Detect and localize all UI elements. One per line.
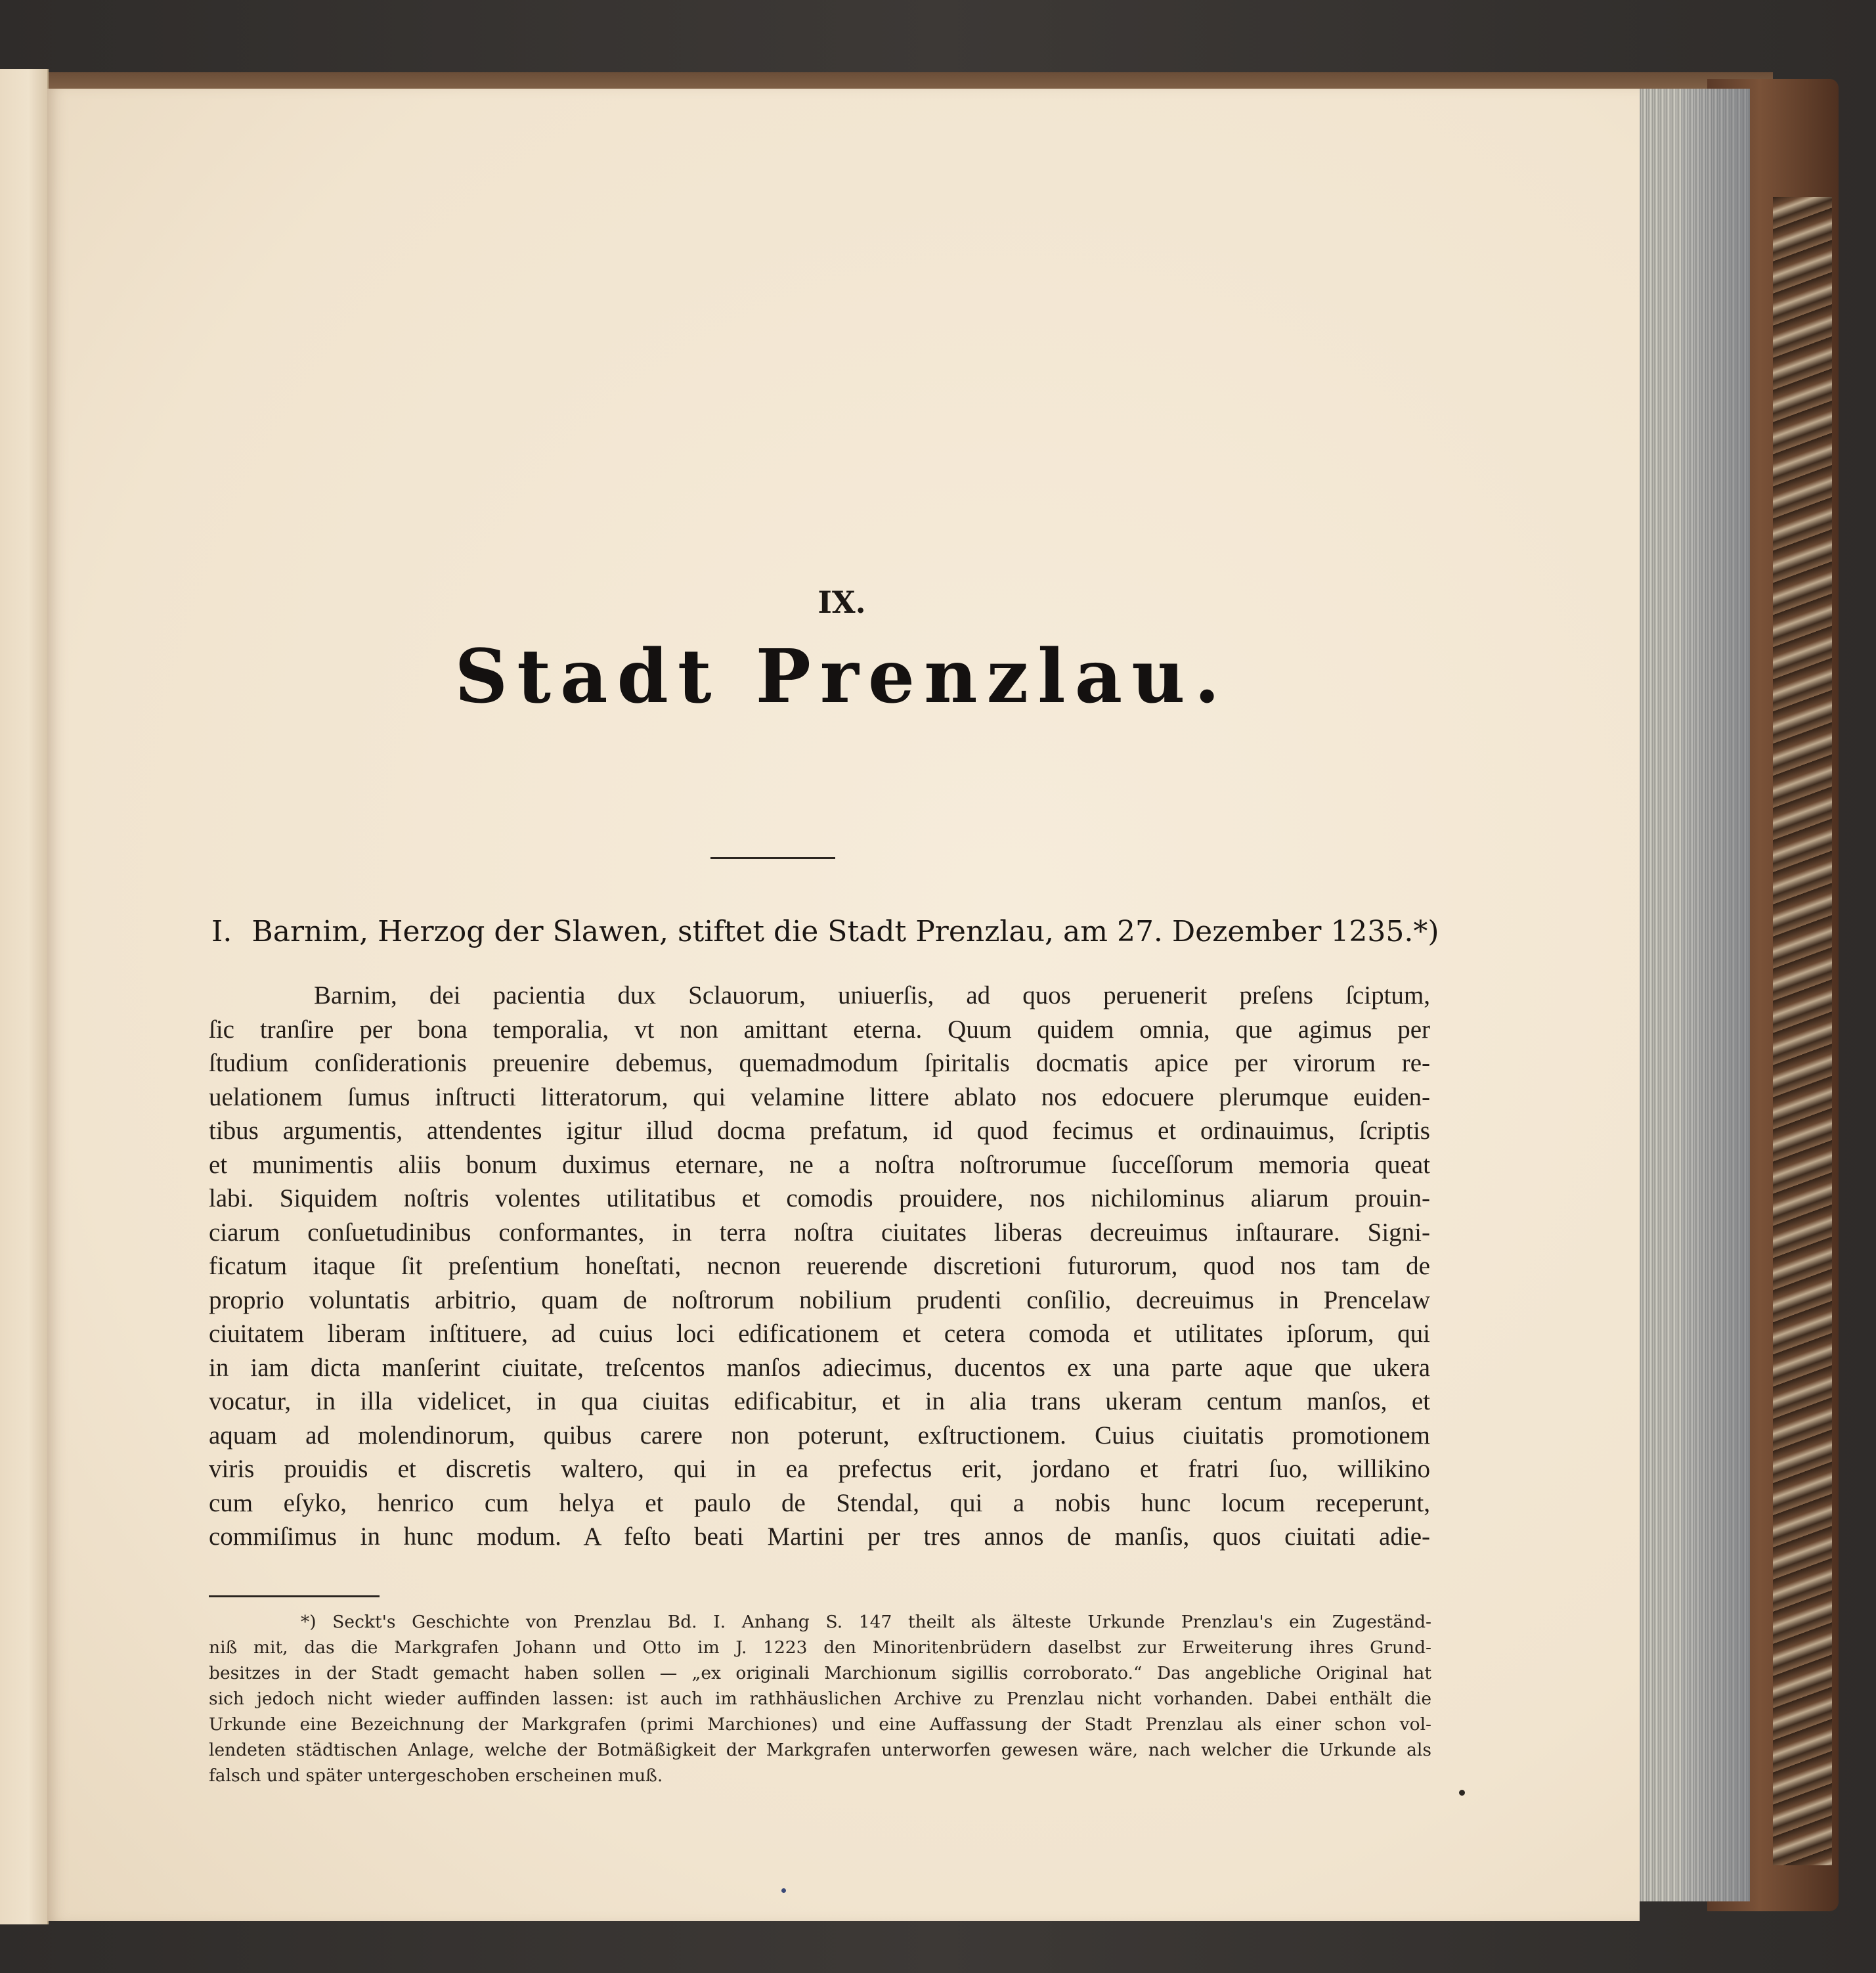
book-page — [47, 89, 1640, 1921]
page-stack-shadow — [1681, 89, 1750, 1901]
footnote-line: lendeten städtischen Anlage, welche der Botmäßigkeit der Markgrafen unterworfen gewesen wäre, nach welcher die Urkunde als — [209, 1740, 1431, 1760]
text-line: tibus argumentis, attendentes igitur illud docma prefatum, id quod fecimus et ordinauimus, ſcriptis — [209, 1117, 1430, 1145]
text-line: vocatur, in illa videlicet, in qua ciuitas edificabitur, et in alia trans ukeram centum manſos, et — [209, 1387, 1430, 1415]
document-heading — [211, 915, 1459, 948]
ink-speck — [781, 1888, 786, 1893]
text-line: ciarum conſuetudinibus conformantes, in terra noſtra ciuitates liberas decreuimus inſtaurare. Signi- — [209, 1218, 1430, 1247]
footnote-line: sich jedoch nicht wieder auffinden lassen: ist auch im rathhäuslichen Archive zu Prenzlau nicht vorhanden. Dabei enthält die — [209, 1689, 1431, 1709]
footnote — [209, 1609, 1431, 1788]
text-line: ſtudium conſiderationis preuenire debemus, quemadmodum ſpiritalis docmatis apice per virorum re- — [209, 1049, 1430, 1077]
text-line: ſic tranſire per bona temporalia, vt non amittant eterna. Quum quidem omnia, que agimus per — [209, 1015, 1430, 1044]
text-line: ciuitatem liberam inſtituere, ad cuius loci edificationem et cetera comoda et utilitates ipſorum, qui — [209, 1319, 1430, 1348]
footnote-line: niß mit, das die Markgrafen Johann und Otto im J. 1223 den Minoritenbrüdern daselbst zur Erweiterung ihres Grund- — [209, 1637, 1431, 1658]
text-line: proprio voluntatis arbitrio, quam de noſtrorum nobilium prudenti conſilio, decreuimus in Prencelaw — [209, 1285, 1430, 1314]
chapter-title: Stadt Prenzlau. — [454, 634, 1229, 720]
footnote-line: besitzes in der Stadt gemacht haben sollen — „ex originali Marchionum sigillis corroborato.“ Das angebliche Original hat — [209, 1663, 1431, 1683]
title-rule — [710, 857, 835, 859]
facing-page-edge — [0, 69, 49, 1924]
footnote-line: *) Seckt's Geschichte von Prenzlau Bd. I. Anhang S. 147 theilt als älteste Urkunde Prenzlau's ein Zugeständ- — [301, 1612, 1431, 1632]
chapter-number: IX. — [818, 585, 866, 620]
text-line: aquam ad molendinorum, quibus carere non poterunt, exſtructionem. Cuius ciuitatis promotionem — [209, 1421, 1430, 1450]
footnote-line: falsch und später untergeschoben erscheinen muß. — [209, 1765, 663, 1786]
marbled-board — [1773, 197, 1832, 1865]
footnote-line: Urkunde eine Bezeichnung der Markgrafen (primi Marchiones) und eine Auffassung der Stadt Prenzlau als einer schon vol- — [209, 1714, 1431, 1735]
text-line: cum eſyko, henrico cum helya et paulo de Stendal, qui a nobis hunc locum receperunt, — [209, 1488, 1430, 1517]
charter-text — [209, 979, 1430, 1554]
text-line: labi. Siquidem noſtris volentes utilitatibus et comodis prouidere, nos nichilominus aliarum prouin- — [209, 1184, 1430, 1212]
text-line: ficatum itaque ſit preſentium honeſtati, necnon reuerende discretioni futurorum, quod nos tam de — [209, 1252, 1430, 1280]
document-number: I. — [211, 915, 232, 948]
ink-speck — [1459, 1790, 1465, 1796]
text-line: viris prouidis et discretis waltero, qui in ea prefectus erit, jordano et fratri ſuo, willikino — [209, 1455, 1430, 1483]
document-heading-text: Barnim, Herzog der Slawen, stiftet die Stadt Prenzlau, am 27. Dezember 1235.*) — [251, 915, 1439, 948]
footnote-rule — [209, 1595, 380, 1597]
text-line: et munimentis aliis bonum duximus eternare, ne a noſtra noſtrorumue ſucceſſorum memoria queat — [209, 1150, 1430, 1179]
text-line: commiſimus in hunc modum. A feſto beati Martini per tres annos de manſis, quos ciuitati adie- — [209, 1522, 1430, 1551]
text-line: uelationem ſumus inſtructi litteratorum, qui velamine littere ablato nos edocuere plerumque euiden- — [209, 1082, 1430, 1111]
text-line: in iam dicta manſerint ciuitate, treſcentos manſos adiecimus, ducentos ex una parte aque que ukera — [209, 1353, 1430, 1382]
text-line: Barnim, dei pacientia dux Sclauorum, uniuerſis, ad quos peruenerit preſens ſciptum, — [314, 981, 1430, 1009]
